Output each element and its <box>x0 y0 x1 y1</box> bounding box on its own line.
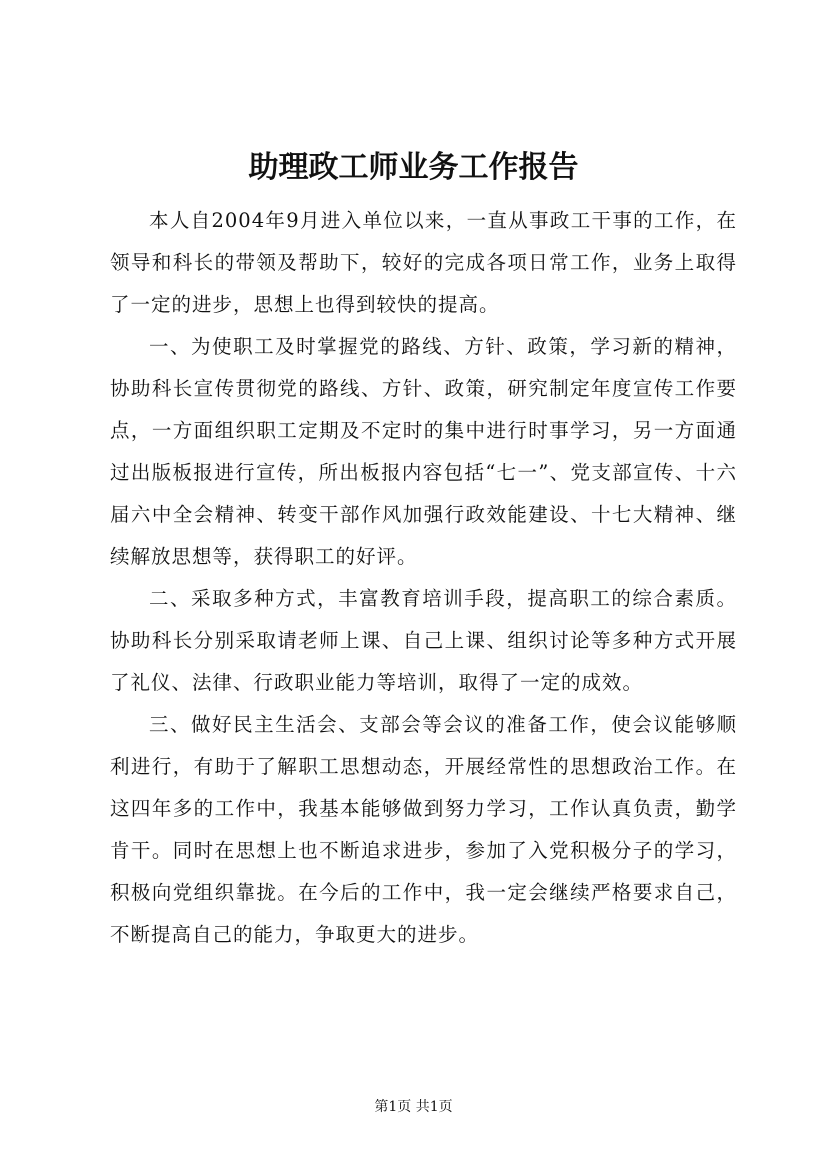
paragraph-section-2: 二、采取多种方式，丰富教育培训手段，提高职工的综合素质。协助科长分别采取请老师上课、自己上课、组织讨论等多种方式开展了礼仪、法律、行政职业能力等培训，取得了一定的成效。 <box>110 587 737 694</box>
paragraph-section-1: 一、为使职工及时掌握党的路线、方针、政策，学习新的精神，协助科长宣传贯彻党的路线、方针、政策，研究制定年度宣传工作要点，一方面组织职工定期及不定时的集中进行时事学习，另一方面通过出版板报进行宣传，所出板报内容包括“七一”、党支部宣传、十六届六中全会精神、转变干部作风加强行政效能建设、十七大精神、继续解放思想等，获得职工的好评。 <box>110 335 737 568</box>
document-title: 助理政工师业务工作报告 <box>248 150 579 185</box>
page-footer: 第1页 共1页 <box>374 1099 453 1115</box>
paragraph-intro: 本人自2004年9月进入单位以来，一直从事政工干事的工作，在领导和科长的带领及帮助下，较好的完成各项日常工作，业务上取得了一定的进步，思想上也得到较快的提高。 <box>110 209 737 316</box>
document-body <box>110 200 737 956</box>
paragraph-section-3: 三、做好民主生活会、支部会等会议的准备工作，使会议能够顺利进行，有助于了解职工思想动态，开展经常性的思想政治工作。在这四年多的工作中，我基本能够做到努力学习，工作认真负责，勤学肯干。同时在思想上也不断追求进步，参加了入党积极分子的学习，积极向党组织靠拢。在今后的工作中，我一定会继续严格要求自己，不断提高自己的能力，争取更大的进步。 <box>110 713 737 946</box>
